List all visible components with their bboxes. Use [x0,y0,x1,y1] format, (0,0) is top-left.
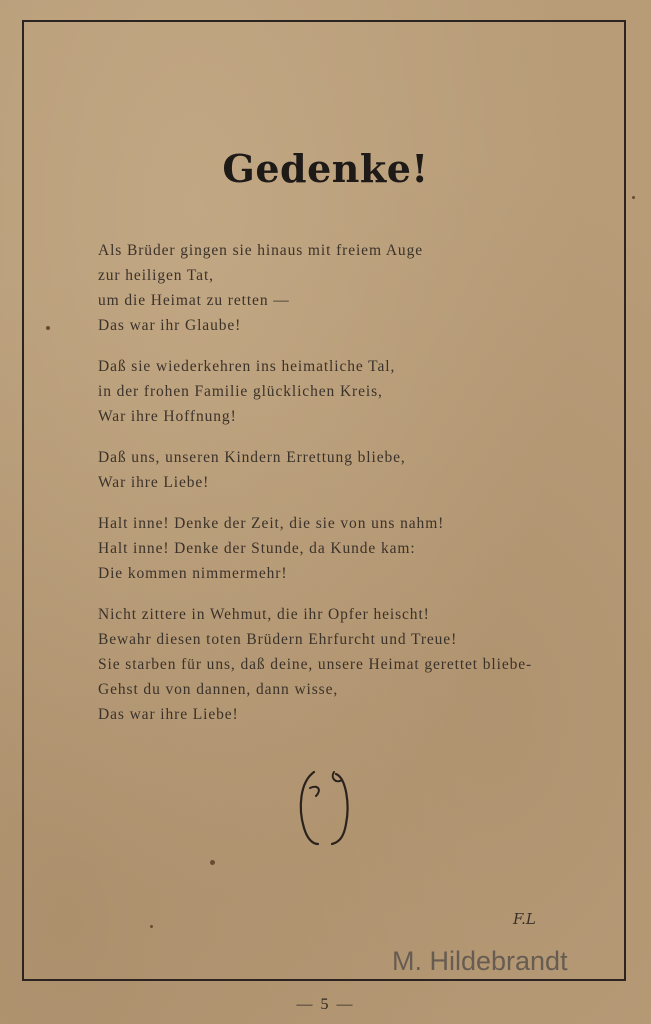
poem-line: Das war ihr Glaube! [98,317,242,334]
poem-line: Sie starben für uns, daß deine, unsere Heimat gerettet bliebe- [98,656,533,673]
stanza-3 [98,445,598,495]
handwritten-mark-icon [296,768,356,848]
poem-line: War ihre Liebe! [98,474,210,491]
poem-line: zur heiligen Tat, [98,267,214,284]
paper-speck [46,326,50,330]
paper-speck [150,925,153,928]
stanza-1 [98,238,598,338]
stanza-4 [98,511,598,586]
poem-line: Das war ihre Liebe! [98,706,239,723]
stanza-5 [98,602,598,727]
paper-speck [210,860,215,865]
page-number: — 5 — [296,996,355,1013]
poem-line: Bewahr diesen toten Brüdern Ehrfurcht und Treue! [98,631,458,648]
stanza-2 [98,354,598,429]
poem-line: Die kommen nimmermehr! [98,565,288,582]
poem-line: Als Brüder gingen sie hinaus mit freiem Auge [98,242,424,259]
poem-line: um die Heimat zu retten — [98,292,290,309]
poem-title: Gedenke! [222,146,429,191]
poem-line: Nicht zittere in Wehmut, die ihr Opfer heischt! [98,606,430,623]
handwritten-initials: F.L [513,910,536,928]
poem-line: Daß sie wiederkehren ins heimatliche Tal, [98,358,396,375]
poem-line: Gehst du von dannen, dann wisse, [98,681,339,698]
poem-line: War ihre Hoffnung! [98,408,237,425]
poem-line: Halt inne! Denke der Stunde, da Kunde kam: [98,540,416,557]
poem-body [98,238,598,743]
paper-speck [632,196,635,199]
poem-line: Daß uns, unseren Kindern Errettung bliebe, [98,449,406,466]
poem-line: Halt inne! Denke der Zeit, die sie von uns nahm! [98,515,445,532]
watermark: M. Hildebrandt [392,946,568,976]
poem-line: in der frohen Familie glücklichen Kreis, [98,383,383,400]
